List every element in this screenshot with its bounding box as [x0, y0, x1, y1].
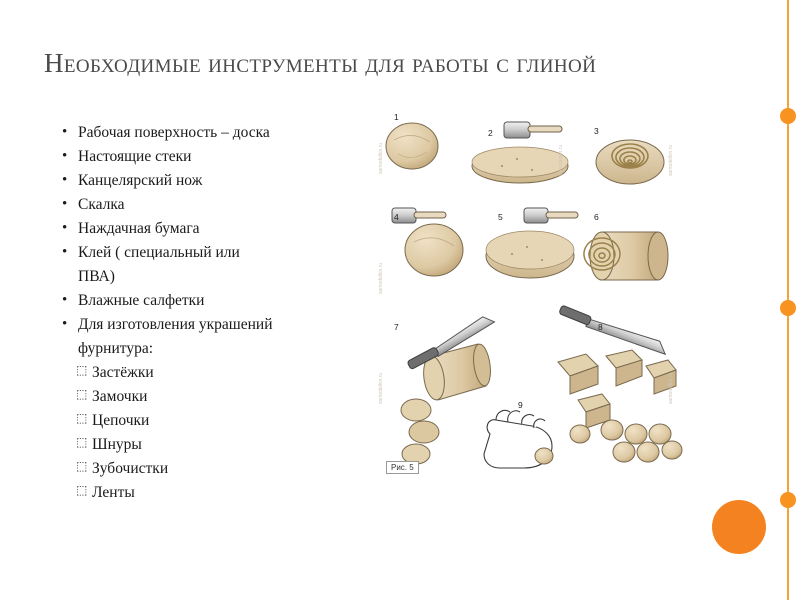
watermark: samodelkin.ru: [378, 142, 384, 174]
page-title: Необходимые инструменты для работы с глиной: [44, 48, 597, 78]
figure-number-2: 2: [488, 128, 493, 138]
bullet-text: Скалка: [78, 196, 125, 213]
band-dot-3: [780, 492, 796, 508]
bullet-text: Канцелярский нож: [78, 172, 203, 189]
watermark: samodelkin.ru: [558, 144, 564, 176]
dot-bullet-icon: •: [62, 148, 68, 164]
dot-bullet-icon: •: [62, 292, 68, 308]
bullet-item: [62, 314, 382, 336]
bullet-text: Для изготовления украшений: [78, 316, 273, 333]
watermark: samodelkin.ru: [378, 372, 384, 404]
bullet-item: [62, 218, 382, 240]
square-bullet-icon: ⬚: [76, 459, 88, 473]
dot-bullet-icon: •: [62, 196, 68, 212]
bullet-text: Влажные салфетки: [78, 292, 205, 309]
bullet-text: Шнуры: [92, 436, 142, 453]
bullet-text: Ленты: [92, 484, 135, 501]
bullet-text: Замочки: [92, 388, 148, 405]
dot-bullet-icon: •: [62, 124, 68, 140]
bullet-item: [62, 386, 382, 408]
bullet-text: Застёжки: [92, 364, 154, 381]
bullet-text: ПВА): [78, 268, 115, 285]
bullet-item: [62, 266, 382, 288]
square-bullet-icon: ⬚: [76, 411, 88, 425]
bullet-item: [62, 146, 382, 168]
clay-tools-illustration: [372, 104, 688, 482]
dot-bullet-icon: •: [62, 172, 68, 188]
bullet-item: [62, 458, 382, 480]
square-bullet-icon: ⬚: [76, 483, 88, 497]
figure-number-3: 3: [594, 126, 599, 136]
figure-number-9: 9: [518, 400, 523, 410]
band-dot-1: [780, 108, 796, 124]
bullet-text: фурнитура:: [78, 340, 154, 357]
watermark: samodelkin.ru: [668, 144, 674, 176]
bullet-item: [62, 410, 382, 432]
bullet-item: [62, 338, 382, 360]
square-bullet-icon: ⬚: [76, 387, 88, 401]
watermark: samodelkin.ru: [668, 372, 674, 404]
bullet-list: [62, 122, 382, 506]
bullet-text: Рабочая поверхность – доска: [78, 124, 270, 141]
bullet-item: [62, 170, 382, 192]
figure-number-8: 8: [598, 322, 603, 332]
bullet-text: Цепочки: [92, 412, 150, 429]
bullet-item: [62, 242, 382, 264]
bullet-item: [62, 482, 382, 504]
square-bullet-icon: ⬚: [76, 363, 88, 377]
figure-number-5: 5: [498, 212, 503, 222]
illustration-svg: [372, 104, 688, 482]
accent-circle: [712, 500, 766, 554]
figure-number-1: 1: [394, 112, 399, 122]
bullet-text: Клей ( специальный или: [78, 244, 240, 261]
bullet-item: [62, 194, 382, 216]
bullet-item: [62, 434, 382, 456]
dot-bullet-icon: •: [62, 220, 68, 236]
figure-number-7: 7: [394, 322, 399, 332]
bullet-text: Наждачная бумага: [78, 220, 200, 237]
figure-caption: Рис. 5: [386, 461, 419, 474]
bullet-text: Зубочистки: [92, 460, 169, 477]
right-decorative-band: [782, 0, 800, 600]
bullet-item: [62, 122, 382, 144]
watermark: samodelkin.ru: [378, 262, 384, 294]
band-dot-2: [780, 300, 796, 316]
bullet-text: Настоящие стеки: [78, 148, 192, 165]
figure-number-4: 4: [394, 212, 399, 222]
square-bullet-icon: ⬚: [76, 435, 88, 449]
bullet-item: [62, 290, 382, 312]
figure-number-6: 6: [594, 212, 599, 222]
dot-bullet-icon: •: [62, 316, 68, 332]
dot-bullet-icon: •: [62, 244, 68, 260]
bullet-item: [62, 362, 382, 384]
